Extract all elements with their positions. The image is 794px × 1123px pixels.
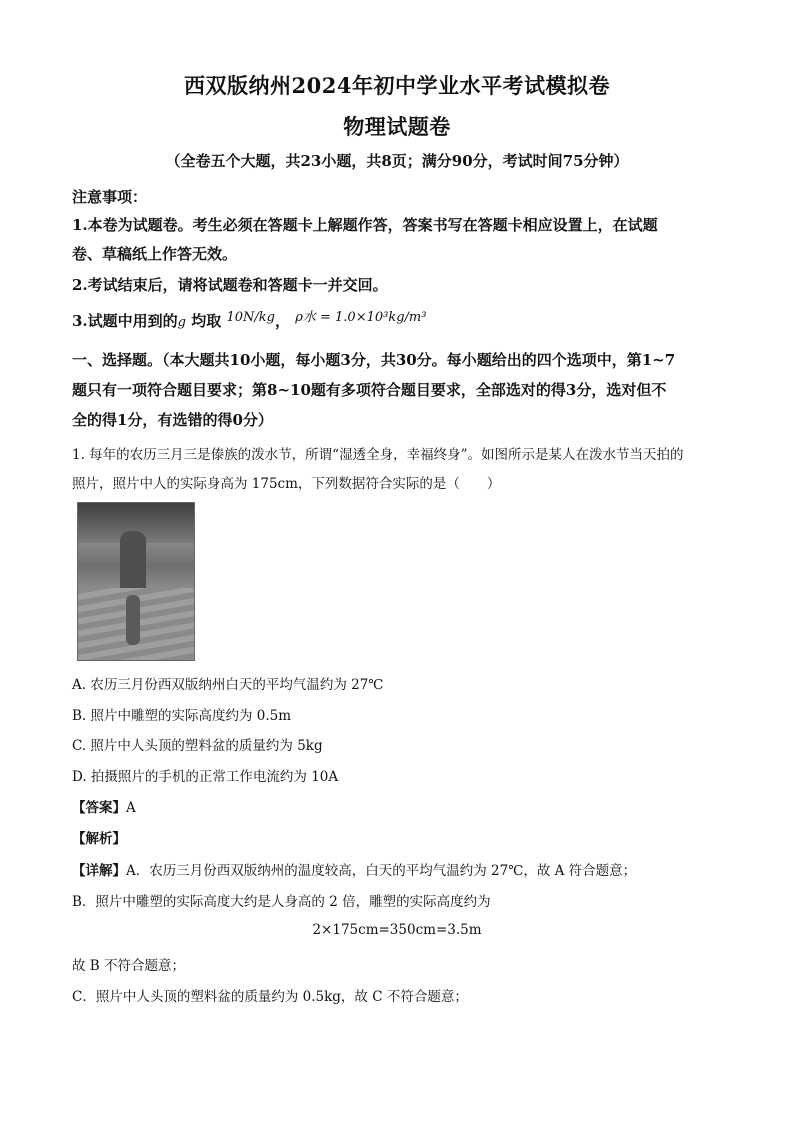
- water-festival-photo: [77, 502, 195, 661]
- detail-b-formula: 2×175cm=350cm=3.5m: [312, 922, 482, 938]
- section-1-line3: 全的得1分，有选错的得0分）: [72, 411, 273, 429]
- detail-label: 【详解】: [72, 863, 126, 879]
- analysis-label: 【解析】: [72, 831, 126, 847]
- section-1-line2: 题只有一项符合题目要求；第8~10题有多项符合题目要求，全部选对的得3分，选对但不: [72, 381, 667, 399]
- section-1-line1: 一、选择题。（本大题共10小题，每小题3分，共30分。每小题给出的四个选项中，第1~7: [72, 351, 676, 369]
- note-item-3-mid: 均取: [186, 312, 222, 330]
- gravity-value-formula: 10N/kg: [226, 310, 275, 325]
- exam-title: 西双版纳州2024年初中学业水平考试模拟卷: [184, 73, 610, 98]
- option-d: D. 拍摄照片的手机的正常工作电流约为 10A: [72, 769, 339, 785]
- detail-b-conclusion: 故 B 不符合题意；: [72, 958, 186, 974]
- exam-info: （全卷五个大题，共23小题，共8页；满分90分，考试时间75分钟）: [165, 152, 629, 170]
- statue-shape: [120, 531, 146, 591]
- detail-a-text: A．农历三月份西双版纳州的温度较高，白天的平均气温约为 27℃，故 A 符合题意；: [126, 863, 637, 879]
- note-item-1-line1: 1.本卷为试题卷。考生必须在答题卡上解题作答，答案书写在答题卡相应设置上，在试题: [72, 216, 658, 234]
- question-1-stem-line1: 1. 每年的农历三月三是傣族的泼水节，所谓“湿透全身，幸福终身”。如图所示是某人在泼水节当天拍的: [72, 447, 684, 463]
- detail-c: C．照片中人头顶的塑料盆的质量约为 0.5kg，故 C 不符合题意；: [72, 989, 468, 1005]
- detail-a: [72, 859, 732, 879]
- gravity-symbol: g: [177, 315, 186, 330]
- option-c: C. 照片中人头顶的塑料盆的质量约为 5kg: [72, 738, 323, 754]
- question-1-stem-line2: 照片，照片中人的实际身高为 175cm，下列数据符合实际的是（ ）: [72, 476, 501, 492]
- answer-label: 【答案】: [72, 800, 126, 816]
- answer: [72, 796, 732, 816]
- person-shape: [126, 595, 140, 645]
- note-item-3-prefix: 3.试题中用到的: [72, 312, 178, 330]
- note-item-2: 2.考试结束后，请将试题卷和答题卡一并交回。: [72, 276, 388, 294]
- water-density-formula: ρ水 = 1.0×10³kg/m³: [295, 310, 427, 325]
- exam-subject-title: 物理试题卷: [343, 114, 451, 139]
- detail-b: B．照片中雕塑的实际高度大约是人身高的 2 倍，雕塑的实际高度约为: [72, 894, 491, 910]
- note-item-3-sep: ，: [274, 312, 290, 330]
- option-b: B. 照片中雕塑的实际高度约为 0.5m: [72, 708, 292, 724]
- option-a: A. 农历三月份西双版纳州白天的平均气温约为 27℃: [72, 677, 384, 693]
- note-item-1-line2: 卷、草稿纸上作答无效。: [72, 245, 238, 263]
- notes-heading: 注意事项：: [72, 188, 148, 206]
- answer-value: A: [126, 800, 136, 816]
- note-item-3: [72, 310, 732, 331]
